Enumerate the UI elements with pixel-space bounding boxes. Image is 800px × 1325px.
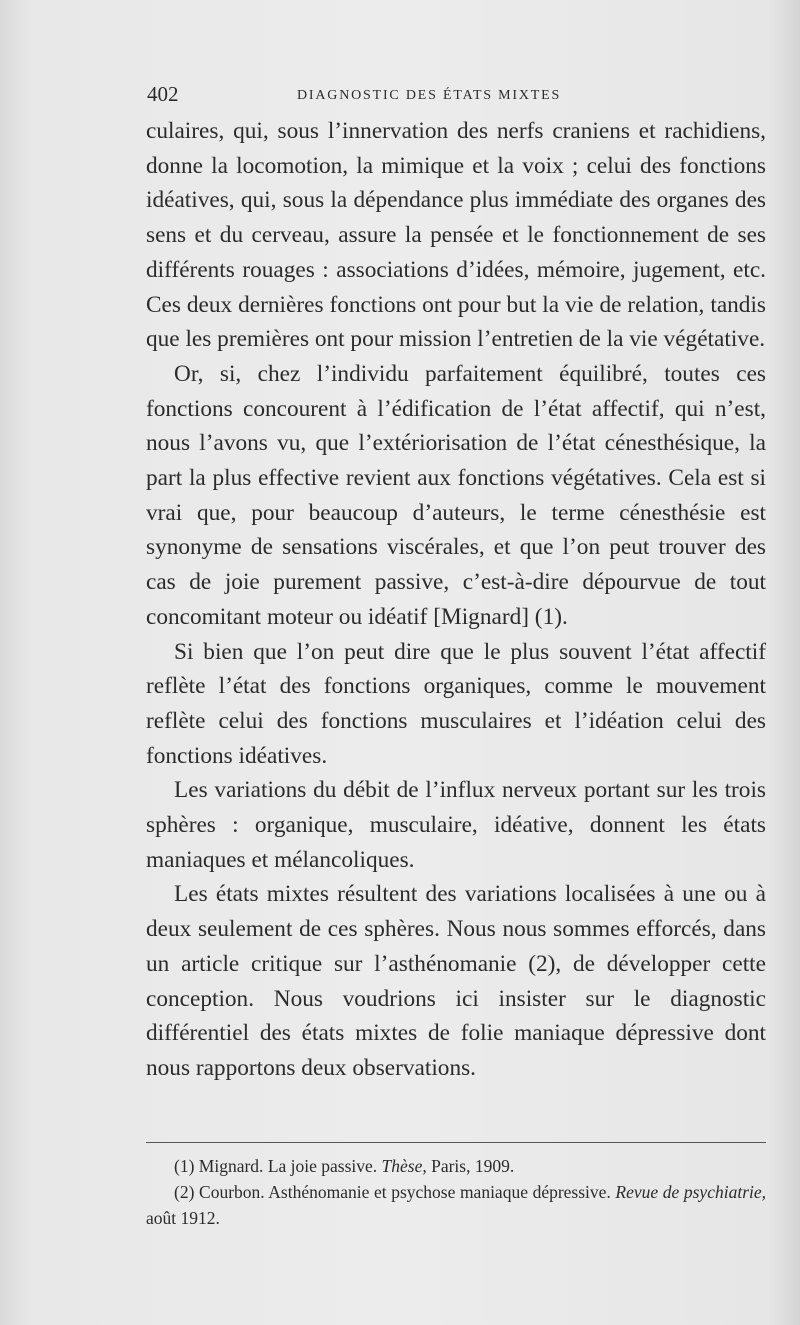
paragraph: Or, si, chez l’individu parfaitement équilibré, toutes ces fonctions concourent à l’édification de l’état affectif, qui n’est, nous l’avons vu, que l’extériorisation de l’état cénesthésique, la part la plus effective revient aux fonctions végétatives. Cela est si vrai que, pour beaucoup d’auteurs, le terme cénesthésie est synonyme de sensations viscérales, et que l’on peut trouver des cas de joie purement passive, c’est-à-dire dépourvue de tout concomitant moteur ou idéatif [Mignard] (1).: [146, 360, 766, 630]
page-number: 402: [147, 82, 179, 106]
paragraph: culaires, qui, sous l’innervation des nerfs craniens et rachidiens, donne la locomotion, la mimique et la voix ; celui des fonctions idéatives, qui, sous la dépendance plus immédiate des organes des sens et du cerveau, assure la pensée et le fonctionnement de ses différents rouages : associations d’idées, mémoire, jugement, etc. Ces deux dernières fonctions ont pour but la vie de relation, tandis que les premières ont pour mission l’entretien de la vie végétative.: [146, 118, 766, 353]
footnote-marker: (1): [174, 1156, 195, 1176]
footnote-italic: Revue de psychiatrie,: [615, 1182, 767, 1202]
paragraph: Les variations du débit de l’influx nerveux portant sur les trois sphères : organique, musculaire, idéative, donnent les états maniaques et mélancoliques.: [146, 777, 766, 873]
footnote-author: Mignard.: [198, 1156, 264, 1176]
footnote-italic: Thèse,: [381, 1156, 427, 1176]
footnote-author: Courbon.: [199, 1182, 265, 1202]
footnote-rest: Paris, 1909.: [431, 1156, 515, 1176]
footnote-divider: [146, 1142, 766, 1143]
body-text: [146, 114, 766, 1086]
footnote-text: Asthénomanie et psychose maniaque dépressive.: [268, 1182, 611, 1202]
footnote-text: La joie passive.: [267, 1156, 378, 1176]
running-head-title: DIAGNOSTIC DES ÉTATS MIXTES: [297, 88, 562, 103]
paragraph: Si bien que l’on peut dire que le plus souvent l’état affectif reflète l’état des fonctions organiques, comme le mouvement reflète celui des fonctions musculaires et l’idéation celui des fonctions idéatives.: [146, 638, 766, 769]
footnotes: [146, 1153, 766, 1231]
footnote-rest: août 1912.: [146, 1208, 220, 1228]
footnote-marker: (2): [174, 1182, 195, 1202]
footnote-2: [146, 1179, 766, 1231]
running-head: [147, 82, 767, 112]
paragraph: Les états mixtes résultent des variations localisées à une ou à deux seulement de ces sphères. Nous nous sommes efforcés, dans un article critique sur l’asthénomanie (2), de développer cette conception. Nous voudrions ici insister sur le diagnostic différentiel des états mixtes de folie maniaque dépressive dont nous rapportons deux observations.: [146, 881, 766, 1081]
footnote-1: [146, 1153, 766, 1179]
